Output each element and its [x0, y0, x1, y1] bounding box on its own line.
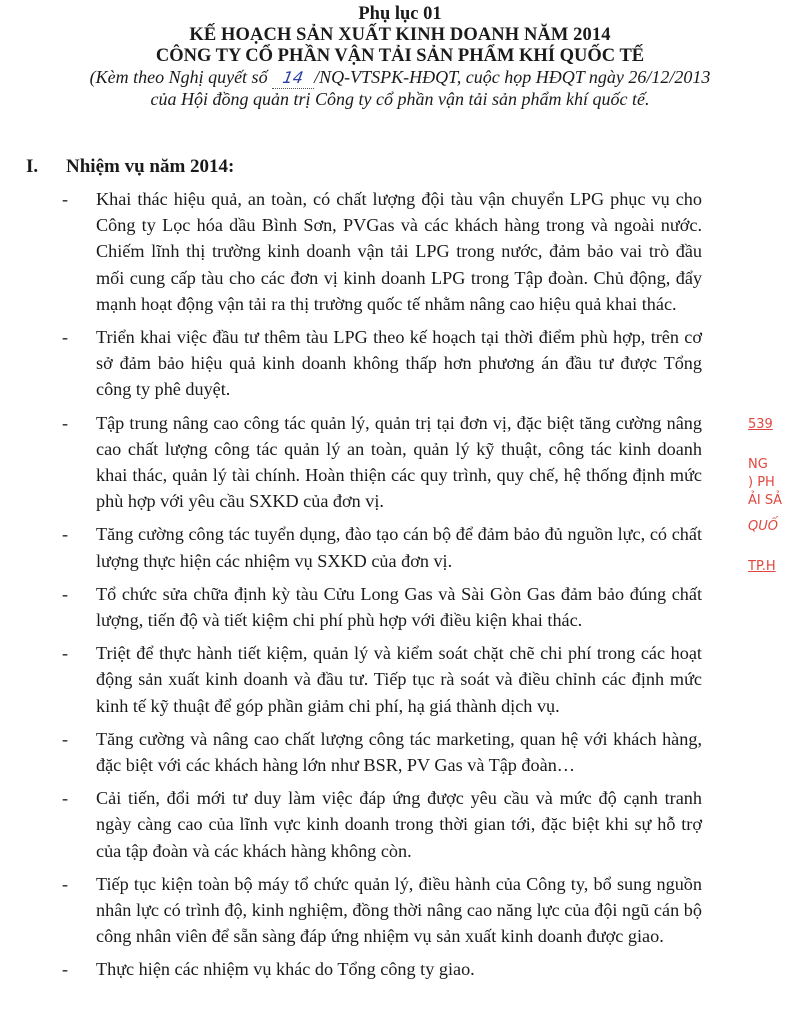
attachment-prefix: (Kèm theo Nghị quyết số	[89, 67, 268, 87]
company-name: CÔNG TY CỔ PHẦN VẬN TẢI SẢN PHẨM KHÍ QUỐC TẾ	[155, 46, 645, 66]
attachment-line-2: của Hội đồng quản trị Công ty cổ phần vận tải sản phẩm khí quốc tế.	[150, 89, 650, 109]
list-item	[62, 726, 702, 778]
stamp-text-6: TP.H	[748, 559, 776, 574]
list-item	[62, 410, 702, 515]
list-item	[62, 581, 702, 633]
bullet-dash: -	[62, 412, 69, 433]
bullet-dash: -	[62, 583, 69, 604]
resolution-number: 14	[281, 68, 305, 87]
bullet-dash: -	[62, 189, 69, 209]
bullet-dash: -	[62, 643, 69, 664]
list-item-text: Khai thác hiệu quả, an toàn, có chất lượng đội tàu vận chuyển LPG phục vụ cho Công ty Lọc hóa dầu Bình Sơn, PVGas và các khách hàng trong và ngoài nước. Chiếm lĩnh thị trường kinh doanh vận tải LPG trong nước, đảm bảo vai trò đầu mối cung cấp tàu cho các đơn vị kinh doanh LPG trong Tập đoàn. Chủ động, đẩy mạnh hoạt động vận tải ra thị trường quốc tế nhằm nâng cao hiệu quả khai thác.	[96, 189, 702, 314]
list-item-text: Tổ chức sửa chữa định kỳ tàu Cửu Long Gas và Sài Gòn Gas đảm bảo đúng chất lượng, tiến độ và tiết kiệm chi phí phù hợp với điều kiện khai thác.	[96, 583, 702, 631]
document-header	[0, 4, 800, 110]
list-item	[62, 521, 702, 573]
section-numeral: I.	[26, 156, 39, 177]
section-title: Nhiệm vụ năm 2014:	[66, 156, 235, 177]
attachment-suffix: /NQ-VTSPK-HĐQT, cuộc họp HĐQT ngày 26/12/2013	[314, 67, 711, 87]
appendix-label: Phụ lục 01	[358, 4, 442, 24]
list-item-text: Cải tiến, đổi mới tư duy làm việc đáp ứng được yêu cầu và mức độ cạnh tranh ngày càng cao của lĩnh vực kinh doanh trong thời gian tới, đặc biệt khi sự hỗ trợ của tập đoàn và các khách hàng không còn.	[96, 788, 702, 861]
list-item-text: Triệt để thực hành tiết kiệm, quản lý và kiểm soát chặt chẽ chi phí trong các hoạt động sản xuất kinh doanh và đầu tư. Tiếp tục rà soát và điều chỉnh các định mức kinh tế kỹ thuật để góp phần giảm chi phí, hạ giá thành dịch vụ.	[96, 643, 702, 716]
list-item-text: Triển khai việc đầu tư thêm tàu LPG theo kế hoạch tại thời điểm phù hợp, trên cơ sở đảm bảo hiệu quả kinh doanh không thấp hơn phương án đầu tư được Tổng công ty phê duyệt.	[96, 327, 702, 400]
plan-title: KẾ HOẠCH SẢN XUẤT KINH DOANH NĂM 2014	[189, 25, 611, 45]
list-item	[62, 871, 702, 950]
bullet-dash: -	[62, 327, 69, 348]
resolution-number-field	[272, 67, 314, 89]
section-heading	[26, 156, 234, 178]
stamp-text-2: NG	[748, 457, 768, 472]
list-item	[62, 186, 702, 317]
list-item	[62, 956, 702, 982]
list-item-text: Tiếp tục kiện toàn bộ máy tổ chức quản lý, điều hành của Công ty, bổ sung nguồn nhân lực có trình độ, kinh nghiệm, đồng thời nâng cao năng lực của đội ngũ cán bộ công nhân viên để sẵn sàng đáp ứng nhiệm vụ sản xuất kinh doanh được giao.	[96, 873, 702, 947]
list-item	[62, 785, 702, 864]
stamp-text-5: QUỐ	[748, 519, 778, 534]
list-item-text: Thực hiện các nhiệm vụ khác do Tổng công ty giao.	[96, 959, 475, 980]
attachment-line	[0, 67, 800, 89]
bullet-dash: -	[62, 524, 69, 545]
list-item-text: Tập trung nâng cao công tác quản lý, quản trị tại đơn vị, đặc biệt tăng cường nâng cao chất lượng công tác quản lý an toàn, quản lý kỹ thuật, công tác kinh doanh khai thác, quản lý tài chính. Hoàn thiện các quy trình, quy chế, hệ thống định mức phù hợp với yêu cầu SXKD của đơn vị.	[96, 412, 702, 512]
stamp-text-3: ) PH	[748, 475, 775, 490]
list-item-text: Tăng cường và nâng cao chất lượng công tác marketing, quan hệ với khách hàng, đặc biệt với các khách hàng lớn như BSR, PV Gas và Tập đoàn…	[96, 728, 702, 776]
bullet-dash: -	[62, 959, 69, 980]
task-list	[62, 186, 702, 990]
list-item-text: Tăng cường công tác tuyển dụng, đào tạo cán bộ để đảm bảo đủ nguồn lực, có chất lượng thực hiện các nhiệm vụ SXKD của đơn vị.	[96, 524, 702, 571]
list-item	[62, 640, 702, 719]
bullet-dash: -	[62, 873, 69, 894]
stamp-text-1: 539	[748, 417, 773, 432]
red-stamp-fragment	[748, 418, 792, 586]
bullet-dash: -	[62, 728, 69, 749]
list-item	[62, 324, 702, 403]
bullet-dash: -	[62, 788, 69, 809]
stamp-text-4: ẢI SẢ	[748, 493, 783, 508]
